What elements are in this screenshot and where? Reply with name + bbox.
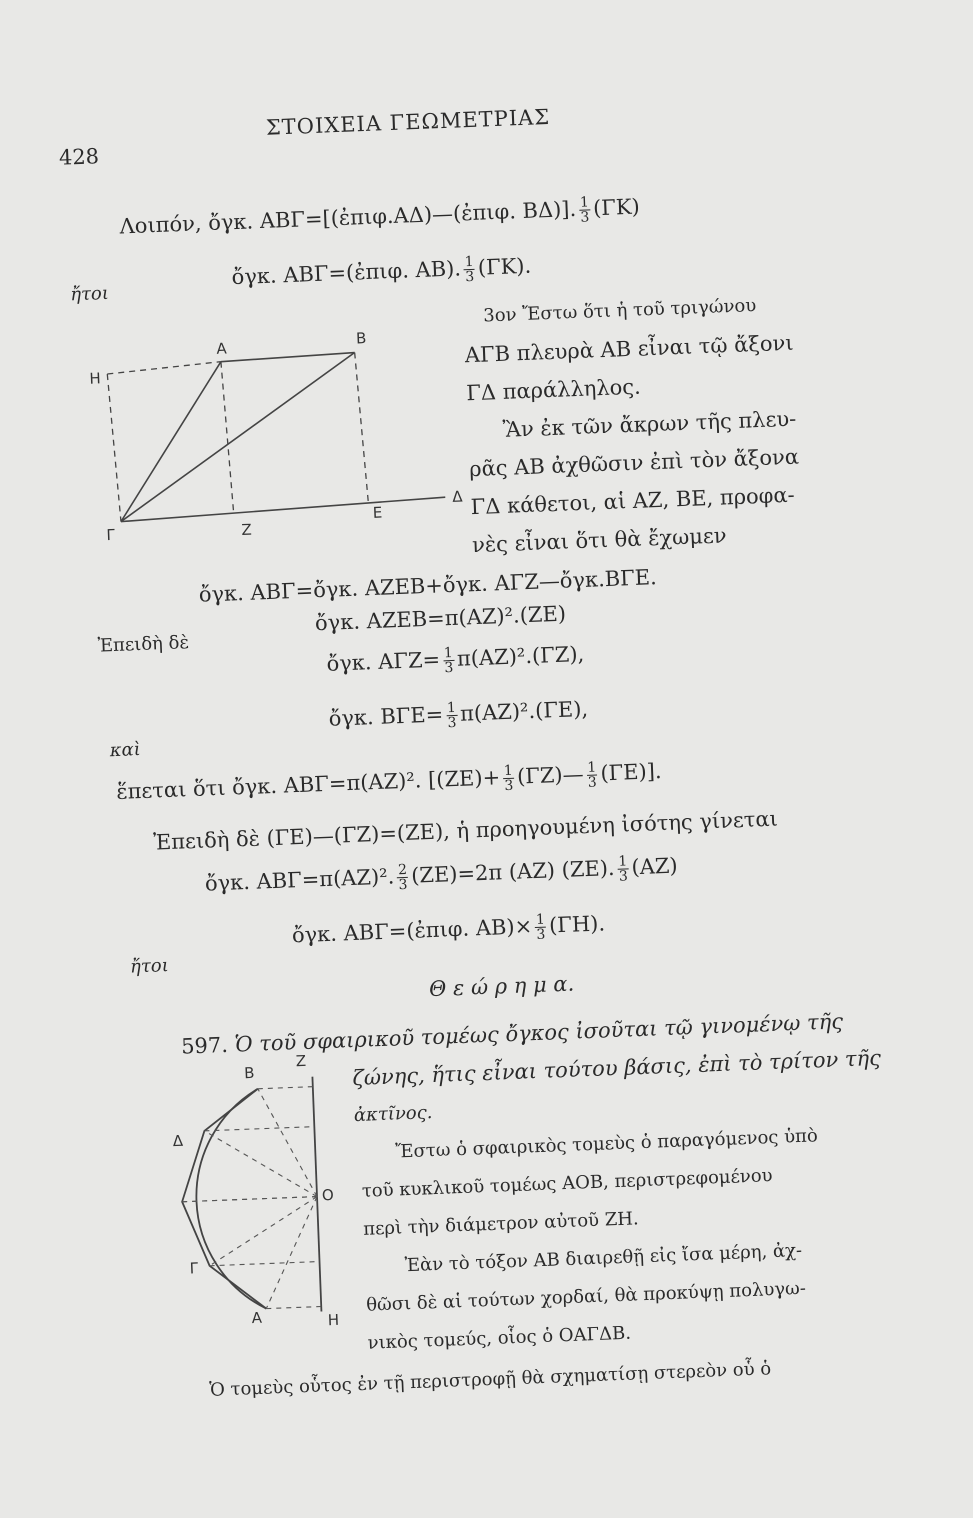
equation-8: Ἐπειδὴ δὲ (ΓΕ)—(ΓΖ)=(ΖΕ), ἡ προηγουμένη ἰσότης γίνεται [152, 806, 779, 855]
label-h: Η [89, 369, 102, 388]
figure-2-drawing [167, 1065, 377, 1332]
equation-6: ὄγκ. ΒΓΕ= $\frac{1}{3}$ π(ΑΖ)².(ΓΕ), [328, 696, 589, 732]
label-h: Η [327, 1310, 340, 1330]
perp-a [266, 1307, 321, 1309]
label-d: Δ [172, 1131, 184, 1151]
label-o: Ο [321, 1185, 335, 1205]
label-z: Ζ [295, 1051, 307, 1071]
theorem-statement-line-2: ζώνης, ἥτις εἶναι τούτου βάσις, ἐπὶ τὸ τρίτον τῆς [352, 1045, 882, 1091]
label-g: Γ [189, 1259, 199, 1278]
hitoi-label: ἤτοι [69, 282, 110, 306]
theorem-statement-line-1: 597. Ὁ τοῦ σφαιρικοῦ τομέως ὄγκος ἰσοῦται τῷ γινομένῳ τῆς [180, 1009, 844, 1059]
axis-gd [121, 497, 446, 521]
fraction: $\frac{1}{3}$ [618, 853, 629, 885]
fraction: $\frac{1}{3}$ [503, 762, 514, 795]
text-line: νικὸς τομεύς, οἷος ὁ ΟΑΓΔΒ. [367, 1322, 632, 1354]
equation-10: ὄγκ. ΑΒΓ=(ἐπιφ. ΑΒ)× $\frac{1}{3}$ (ΓΗ). [291, 911, 606, 948]
label-g: Γ [106, 525, 116, 545]
arc-ab [192, 1089, 266, 1311]
text-line: τοῦ κυκλικοῦ τομέως ΑΟΒ, περιστρεφομένου [361, 1165, 773, 1202]
running-title: ΣΤΟΙΧΕΙΑ ΓΕΩΜΕΤΡΙΑΣ [265, 104, 551, 140]
text-line: ρᾶς ΑΒ ἀχθῶσιν ἐπὶ τὸν ἄξονα [468, 444, 800, 482]
text-line: νὲς εἶναι ὅτι θὰ ἔχωμεν [471, 523, 727, 558]
radius-od [204, 1127, 317, 1201]
theorem-heading: Θ ε ώ ρ η μ α. [428, 971, 575, 1002]
segment-ag [115, 362, 227, 522]
text-line: Ἐὰν τὸ τόξον ΑΒ διαιρεθῇ εἰς ἴσα μέρη, ἀχ- [404, 1240, 803, 1277]
equation-1: Λοιπόν, ὄγκ. ΑΒΓ=[(ἐπιφ.ΑΔ)—(ἐπιφ. ΒΔ)]. $\frac{1}{3}$ (ΓΚ) [119, 194, 641, 239]
equation-2: ὄγκ. ΑΒΓ=(ἐπιφ. ΑΒ). $\frac{1}{3}$ (ΓΚ). [231, 253, 532, 290]
segment-ab [221, 353, 355, 362]
text-line: περὶ τὴν διάμετρον αὐτοῦ ΖΗ. [362, 1208, 640, 1240]
dashed-hg [107, 374, 121, 522]
polygon-chords [178, 1089, 266, 1312]
label-a: Α [216, 339, 228, 358]
label-a: Α [251, 1308, 263, 1328]
radius-ob [258, 1087, 317, 1199]
text-line: Ἂν ἐκ τῶν ἄκρων τῆς πλευ- [502, 406, 797, 442]
perp-d [204, 1127, 314, 1131]
fraction: $\frac{2}{3}$ [397, 861, 408, 894]
equation-5: ὄγκ. ΑΓΖ= $\frac{1}{3}$ π(ΑΖ)².(ΓΖ), [326, 641, 585, 677]
label-e: Ε [372, 503, 383, 522]
text-line: θῶσι δὲ αἱ τούτων χορδαί, θὰ προκύψῃ πολυγω- [365, 1277, 807, 1316]
segment-bg [115, 353, 361, 522]
equation-4: ὄγκ. ΑΖΕΒ=π(ΑΖ)².(ΖΕ) [314, 601, 567, 636]
perp-b [258, 1087, 313, 1089]
kai-label: καὶ [109, 739, 142, 762]
fraction: $\frac{1}{3}$ [587, 759, 598, 791]
equation-3: ὄγκ. ΑΒΓ=ὄγκ. ΑΖΕΒ+ὄγκ. ΑΓΖ—ὄγκ.ΒΓΕ. [198, 565, 658, 607]
text-line: ΓΔ παράλληλος. [465, 374, 642, 406]
label-b: Β [243, 1063, 255, 1083]
radius-og [207, 1197, 319, 1266]
epeidi-de-label: Ἐπειδὴ δὲ [97, 632, 190, 657]
text-line: Ὁ τομεὺς οὗτος ἐν τῇ περιστροφῇ θὰ σχηματίσῃ στερεὸν οὗ ὁ [208, 1358, 772, 1401]
equation-7: ἕπεται ὅτι ὄγκ. ΑΒΓ=π(ΑΖ)². [(ΖΕ)+ $\frac{1}{3}$ (ΓΖ)— $\frac{1}{3}$ (ΓΕ)]. [115, 759, 663, 804]
theorem-statement-line-3: ἀκτῖνος. [353, 1102, 433, 1127]
theorem-number: 597. [180, 1032, 229, 1059]
label-b: Β [355, 329, 367, 348]
fraction: $\frac{1}{3}$ [464, 253, 475, 286]
fraction: $\frac{1}{3}$ [443, 644, 454, 677]
text-line: ΓΔ κάθετοι, αἱ ΑΖ, ΒΕ, προφα- [470, 482, 796, 520]
perp-g [210, 1262, 320, 1266]
dashed-be [355, 352, 369, 504]
text-line: Ἔστω ὁ σφαιρικὸς τομεὺς ὁ παραγόμενος ὑπὸ [394, 1125, 819, 1163]
page-number: 428 [58, 144, 100, 170]
text-line: ΑΓΒ πλευρὰ ΑΒ εἶναι τῷ ἄξονι [464, 330, 794, 368]
dashed-az [221, 361, 234, 514]
equation-9: ὄγκ. ΑΒΓ=π(ΑΖ)². $\frac{2}{3}$ (ΖΕ)=2π (ΑΖ) (ΖΕ). $\frac{1}{3}$ (ΑΖ) [204, 853, 679, 896]
text-line: 3ον Ἔστω ὅτι ἡ τοῦ τριγώνου [482, 295, 757, 327]
fraction: $\frac{1}{3}$ [579, 194, 590, 226]
perp-mid [182, 1197, 317, 1202]
hitoi-label-2: ἤτοι [129, 955, 170, 978]
label-d: Δ [451, 487, 463, 506]
fraction: $\frac{1}{3}$ [535, 911, 546, 943]
label-z: Ζ [241, 520, 252, 539]
figure-1-drawing [84, 331, 461, 545]
dashed-ha [107, 362, 221, 374]
fraction: $\frac{1}{3}$ [446, 699, 457, 732]
